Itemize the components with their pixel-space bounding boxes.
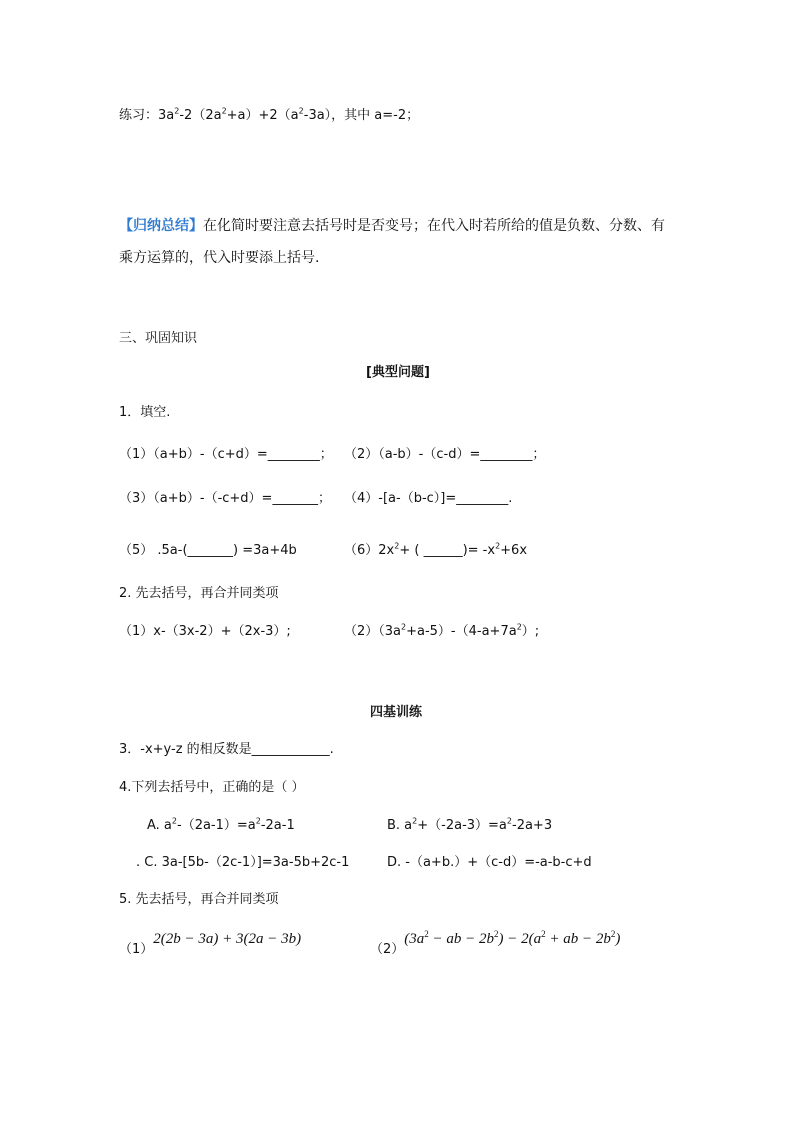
typical-problems-heading: [典型问题] (366, 365, 430, 380)
q4-option-a-sup2: 2 (255, 816, 261, 826)
practice-expr-2: -2（2a (179, 108, 222, 123)
q5-part-1-expr: 2(2b − 3a) + 3(2a − 3b) (153, 931, 302, 947)
summary-line-2: 乘方运算的，代入时要添上括号. (119, 250, 320, 266)
q4-option-c: . C. 3a-[5b-（2c-1）]=3a-5b+2c-1 (136, 855, 350, 870)
q4-option-b-sup2: 2 (506, 816, 512, 826)
q1-item-6-sup2: 2 (495, 541, 501, 551)
practice-sup-2: 2 (221, 106, 227, 116)
q5-part-2-d: + ab − 2b (545, 931, 611, 947)
section-3-heading: 三、巩固知识 (119, 331, 198, 346)
summary-tag: 【归纳总结】 (119, 218, 203, 234)
q5-part-1 (119, 928, 302, 957)
q2-item-1: （1）x-（3x-2）+（2x-3）; (119, 624, 291, 639)
q1-item-6-b: + ( ______)= -x (399, 543, 496, 558)
practice-expr-4: -3a），其中 a=-2； (303, 108, 420, 123)
q2-title: 2. 先去括号，再合并同类项 (119, 586, 279, 601)
practice-expr-3: +a）+2（a (226, 108, 299, 123)
q5-part-2-label: （2） (370, 942, 405, 957)
q1-item-2: （2）（a-b）-（c-d）=________； (344, 447, 546, 462)
q1-title: 1．填空. (119, 405, 171, 420)
q5-part-1-label: （1） (119, 942, 154, 957)
q4-option-a (147, 814, 295, 833)
q5-part-2-a: (3a (404, 931, 425, 947)
q2-item-2-sup2: 2 (516, 622, 522, 632)
practice-label: 练习： (119, 108, 159, 123)
q4-option-b (387, 814, 552, 833)
q4-option-b-3: -2a+3 (512, 818, 553, 833)
q1-item-6 (344, 539, 527, 558)
summary-line-1 (119, 215, 665, 235)
q4-option-b-sup1: 2 (412, 816, 418, 826)
q5-title: 5. 先去括号，再合并同类项 (119, 892, 279, 907)
practice-expr-1: 3a (158, 108, 175, 123)
q4-option-d: D. -（a+b.）+（c-d）=-a-b-c+d (387, 855, 592, 870)
q2-item-2-b: +a-5）-（4-a+7a (406, 624, 517, 639)
q1-item-6-sup: 2 (394, 541, 400, 551)
q4-title: 4.下列去括号中，正确的是（ ） (119, 780, 305, 795)
practice-sup-3: 2 (298, 106, 304, 116)
q4-option-b-1: B. a (387, 818, 413, 833)
practice-sup-1: 2 (174, 106, 180, 116)
q5-part-2-sup1: 2 (424, 929, 429, 939)
q5-part-2-e: ) (615, 931, 621, 947)
q5-part-2-c: ) − 2(a (498, 931, 542, 947)
q5-part-2-expr (404, 931, 620, 947)
q1-item-3: （3）（a+b）-（-c+d）=_______； (119, 491, 331, 506)
q4-option-a-2: -（2a-1）=a (177, 818, 256, 833)
q2-item-2 (344, 620, 539, 639)
q4-option-b-2: +（-2a-3）=a (417, 818, 507, 833)
q4-option-a-sup1: 2 (171, 816, 177, 826)
q2-item-2-a: （2）（3a (344, 624, 402, 639)
q5-part-2-sup3: 2 (541, 929, 546, 939)
q5-part-2 (370, 928, 621, 957)
q4-option-a-3: -2a-1 (260, 818, 295, 833)
q1-item-4: （4）-[a-（b-c）]=________. (344, 491, 513, 506)
summary-text-1: 在化简时要注意去括号时是否变号；在代入时若所给的值是负数、分数、有 (203, 218, 665, 234)
q4-option-a-1: A. a (147, 818, 172, 833)
q5-part-2-sup4: 2 (610, 929, 616, 939)
practice-line (119, 104, 419, 123)
q5-part-2-sup2: 2 (494, 929, 499, 939)
q2-item-2-sup1: 2 (401, 622, 407, 632)
q3-text: 3．-x+y-z 的相反数是____________. (119, 742, 334, 757)
section-4-heading: 四基训练 (370, 705, 423, 720)
q2-item-2-c: ）; (521, 624, 540, 639)
q1-item-6-c: +6x (500, 543, 528, 558)
q1-item-5: （5） .5a-(_______) =3a+4b (119, 543, 297, 558)
q5-part-2-b: − ab − 2b (428, 931, 495, 947)
q1-item-1: （1）（a+b）-（c+d）=________； (119, 447, 333, 462)
q1-item-6-a: （6）2x (344, 543, 395, 558)
